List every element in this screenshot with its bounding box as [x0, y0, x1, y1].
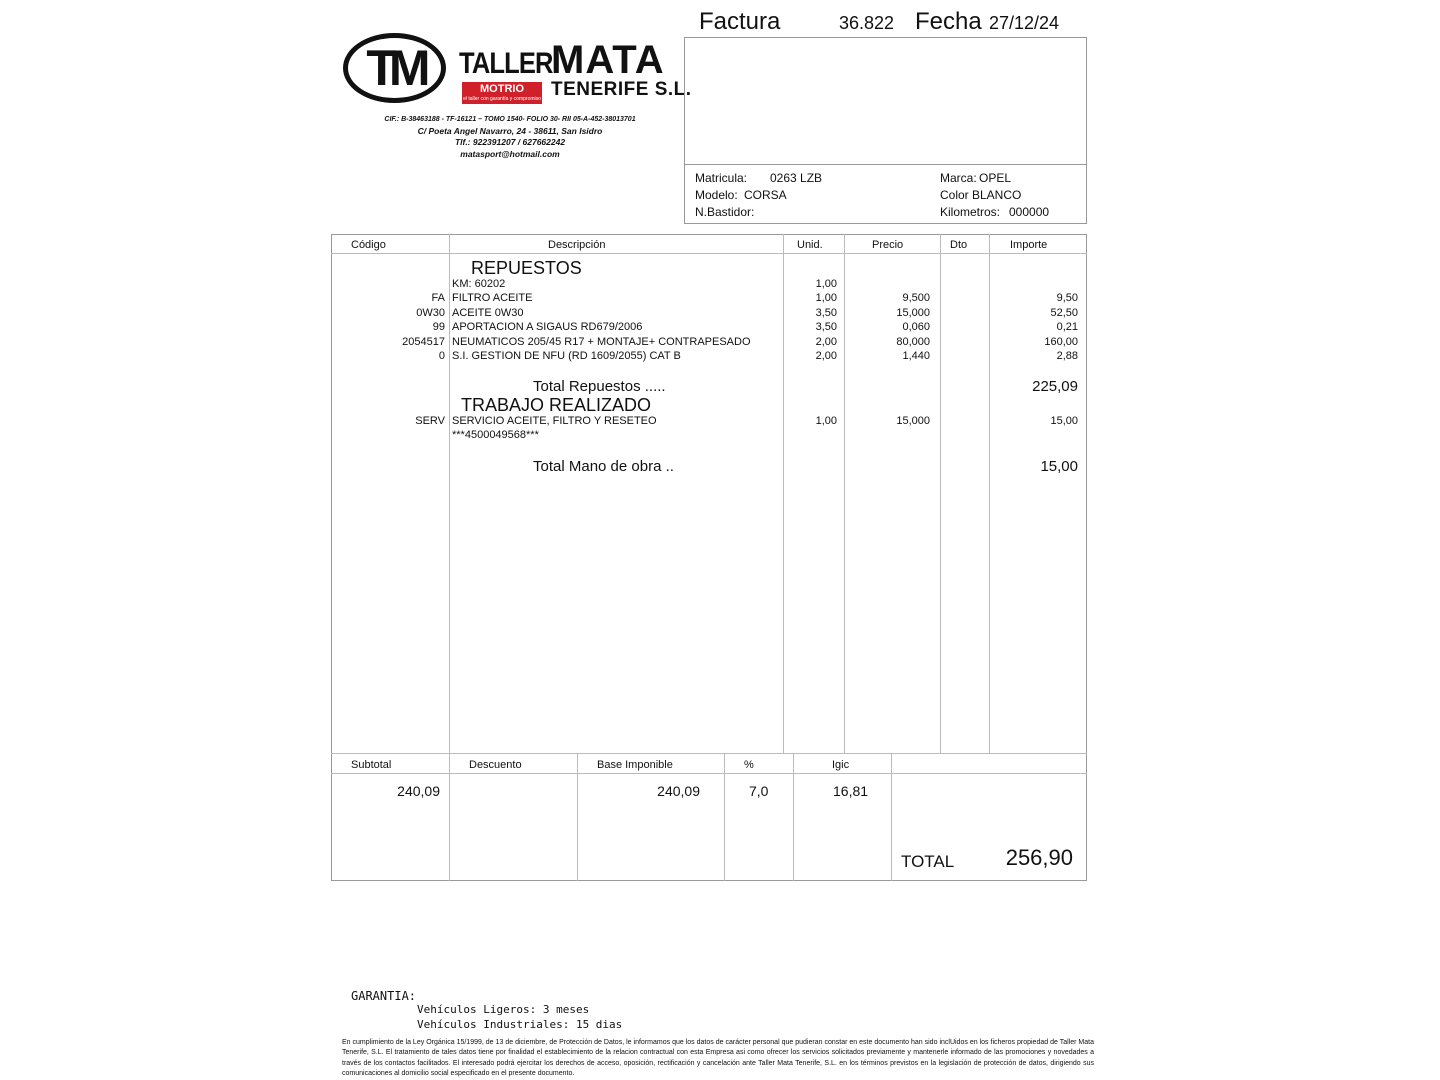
header-subtotal: Subtotal — [351, 759, 392, 771]
vehicle-divider — [684, 164, 1087, 165]
company-phone: Tlf.: 922391207 / 627662242 — [454, 137, 566, 147]
garantia-ligeros: Vehículos Ligeros: 3 meses — [417, 1003, 590, 1016]
row-importe: 52,50 — [1050, 306, 1078, 319]
bastidor-label: N.Bastidor: — [695, 205, 755, 219]
row-unid: 1,00 — [815, 278, 837, 290]
col-line — [449, 234, 450, 753]
row-code: SERV — [415, 415, 445, 427]
row-code: 99 — [432, 321, 445, 334]
header-importe: Importe — [1010, 239, 1048, 251]
total-value: 256,90 — [1005, 845, 1073, 870]
motrio-name: MOTRIO — [480, 83, 524, 95]
motrio-tagline: el taller con garantía y compromiso — [463, 96, 541, 102]
col-line — [989, 234, 990, 753]
col-line — [844, 234, 845, 753]
km-value: 000000 — [1009, 205, 1050, 219]
garantia-industriales: Vehículos Industriales: 15 dias — [417, 1018, 623, 1031]
row-precio: 15,000 — [896, 415, 930, 427]
col-line — [724, 753, 725, 881]
row-description: APORTACION A SIGAUS RD679/2006 — [452, 321, 643, 334]
row-importe: 9,50 — [1056, 292, 1078, 305]
col-line — [940, 234, 941, 753]
row-description: NEUMATICOS 205/45 R17 + MONTAJE+ CONTRAPESADO — [452, 335, 751, 348]
row-code: 0 — [438, 350, 445, 362]
row-code: 2054517 — [402, 335, 445, 348]
brand-mata: MATA — [551, 38, 665, 82]
row-unid: 3,50 — [815, 321, 837, 334]
totals-divider-top — [331, 753, 1087, 754]
row-precio: 1,440 — [902, 350, 930, 362]
col-line — [793, 753, 794, 881]
row-description: ***4500049568*** — [452, 429, 539, 441]
header-precio: Precio — [872, 239, 904, 251]
color-value: BLANCO — [972, 188, 1022, 202]
total-mano-value: 15,00 — [1040, 458, 1078, 475]
fecha-label: Fecha — [915, 8, 982, 35]
row-precio: 9,500 — [902, 292, 930, 305]
row-importe: 15,00 — [1050, 415, 1078, 427]
col-line — [449, 753, 450, 881]
marca-value: OPEL — [979, 171, 1012, 185]
marca-label: Marca: — [940, 171, 977, 185]
col-line — [891, 753, 892, 881]
row-code: FA — [431, 292, 445, 305]
row-unid: 1,00 — [815, 292, 837, 305]
row-unid: 2,00 — [815, 335, 837, 348]
totals-divider-header — [331, 773, 1087, 774]
total-mano-label: Total Mano de obra .. — [533, 458, 674, 475]
company-email: matasport@hotmail.com — [460, 148, 560, 159]
header-dto: Dto — [950, 239, 968, 251]
col-line — [783, 234, 784, 753]
brand-tenerife: TENERIFE S.L. — [551, 79, 692, 100]
color-label: Color — [940, 188, 969, 202]
row-description: SERVICIO ACEITE, FILTRO Y RESETEO — [452, 415, 657, 427]
total-repuestos-value: 225,09 — [1032, 378, 1078, 395]
row-importe: 0,21 — [1056, 321, 1078, 334]
header-codigo: Código — [351, 239, 386, 251]
section-repuestos: REPUESTOS — [471, 258, 582, 278]
km-label: Kilometros: — [940, 205, 1001, 219]
total-repuestos-label: Total Repuestos ..... — [533, 378, 666, 395]
company-address: C/ Poeta Angel Navarro, 24 - 38611, San Isidro — [417, 125, 603, 136]
header-base: Base Imponible — [597, 759, 673, 771]
row-importe: 2,88 — [1056, 350, 1078, 362]
subtotal-value: 240,09 — [397, 783, 440, 799]
header-descripcion: Descripción — [548, 239, 606, 251]
header-igic: Igic — [832, 759, 850, 771]
modelo-value: CORSA — [744, 188, 787, 202]
row-importe: 160,00 — [1044, 335, 1078, 348]
matricula-value: 0263 LZB — [770, 171, 823, 185]
row-precio: 15,000 — [896, 306, 930, 319]
brand-taller: TALLER — [459, 47, 553, 80]
row-unid: 2,00 — [815, 350, 837, 362]
row-code: 0W30 — [416, 306, 445, 319]
motrio-logo — [462, 82, 542, 104]
header-descuento: Descuento — [469, 759, 522, 771]
row-description: FILTRO ACEITE — [452, 292, 533, 305]
col-line — [577, 753, 578, 881]
row-unid: 1,00 — [815, 415, 837, 427]
pct-value: 7,0 — [749, 783, 769, 799]
row-description: ACEITE 0W30 — [452, 306, 524, 319]
igic-value: 16,81 — [833, 783, 869, 799]
header-unid: Unid. — [797, 239, 823, 251]
modelo-label: Modelo: — [695, 188, 738, 202]
base-value: 240,09 — [657, 783, 700, 799]
factura-label: Factura — [699, 8, 781, 35]
row-precio: 80,000 — [896, 335, 930, 348]
row-unid: 3,50 — [815, 306, 837, 319]
row-precio: 0,060 — [902, 321, 930, 334]
row-description: S.I. GESTION DE NFU (RD 1609/2055) CAT B — [452, 350, 681, 362]
total-label: TOTAL — [901, 852, 955, 871]
invoice-number: 36.822 — [839, 13, 895, 33]
section-trabajo: TRABAJO REALIZADO — [461, 395, 652, 415]
company-info — [340, 114, 680, 160]
company-logo-monogram: TM — [366, 40, 423, 96]
row-description: KM: 60202 — [452, 278, 506, 290]
garantia-title: GARANTIA: — [351, 989, 417, 1003]
header-pct: % — [744, 759, 754, 771]
header-divider — [331, 253, 1087, 254]
matricula-label: Matricula: — [695, 171, 748, 185]
legal-notice: En cumplimiento de la Ley Orgánica 15/1999, de 13 de diciembre, de Protección de Datos, le informamos que los datos de carácter personal que pudieran constar en este documento han sido inclUidos en los ficheros propiedad de Taller Mata Tenerife, S.L. El tratamiento de tales datos tiene por finalidad el establecimiento de la relacion contractual con esta Empresa asi como ofrecer los servicios solicitados previamente y mantenerle informado de las promociones y novedades a través de los contactos facilitados. El interesado podrá ejercitar los derechos de acceso, oposición, rectificación y cancelación ante Taller Mata Tenerife, S.L. en los términos previstos en la legislación de protección de datos, dirigiendo sus comunicaciones al domicilio social especificado en el presente documento. — [342, 1039, 1094, 1078]
invoice-date: 27/12/24 — [989, 13, 1060, 33]
company-cif: CIF.: B-38463188 - TF-16121 – TOMO 1540- FOLIO 30- RII 05-A-452-38013701 — [384, 116, 636, 123]
